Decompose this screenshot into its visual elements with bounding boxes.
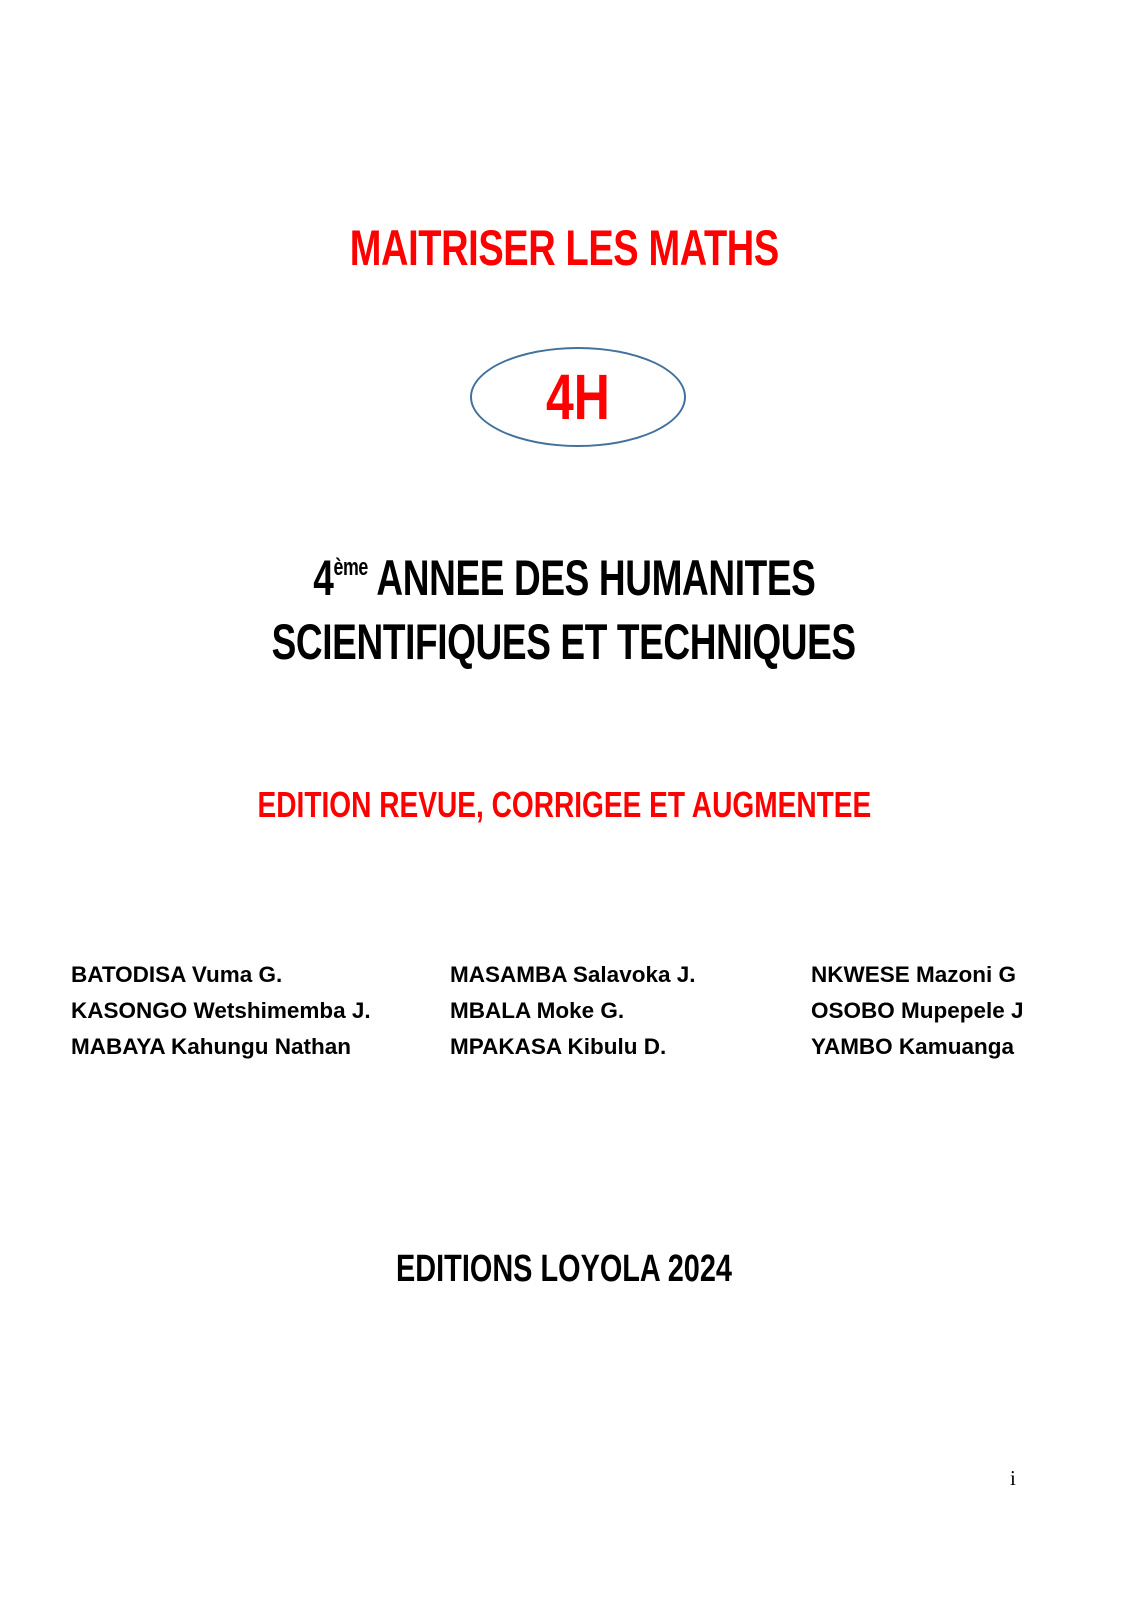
page-number: i bbox=[1010, 1466, 1016, 1490]
author-name: BATODISA Vuma G. bbox=[71, 962, 283, 987]
edition-note-text: EDITION REVUE, CORRIGEE ET AUGMENTEE bbox=[257, 784, 871, 825]
edition-note bbox=[0, 784, 1128, 826]
level-badge bbox=[470, 347, 686, 447]
subtitle-number: 4 bbox=[312, 550, 334, 606]
author-name: MBALA Moke G. bbox=[450, 998, 625, 1023]
author-name: NKWESE Mazoni G bbox=[811, 962, 1017, 987]
book-subtitle bbox=[0, 546, 1128, 674]
author-name: MPAKASA Kibulu D. bbox=[450, 1034, 667, 1059]
publisher-text: EDITIONS LOYOLA 2024 bbox=[396, 1248, 732, 1290]
publisher bbox=[0, 1246, 1128, 1292]
authors-column-1 bbox=[71, 957, 371, 1065]
author-name: KASONGO Wetshimemba J. bbox=[71, 998, 371, 1023]
subtitle-line-1 bbox=[313, 546, 815, 610]
subtitle-superscript: ème bbox=[333, 554, 368, 581]
author-name: MASAMBA Salavoka J. bbox=[450, 962, 696, 987]
authors-column-3 bbox=[811, 957, 1024, 1065]
book-title-text: MAITRISER LES MATHS bbox=[349, 220, 779, 276]
author-name: YAMBO Kamuanga bbox=[811, 1034, 1014, 1059]
book-title bbox=[0, 218, 1128, 278]
author-name: OSOBO Mupepele J bbox=[811, 998, 1024, 1023]
authors-column-2 bbox=[450, 957, 696, 1065]
subtitle-line-1-rest: ANNEE DES HUMANITES bbox=[367, 550, 816, 606]
author-name: MABAYA Kahungu Nathan bbox=[71, 1034, 352, 1059]
subtitle-line-2: SCIENTIFIQUES ET TECHNIQUES bbox=[271, 614, 857, 670]
level-badge-text: 4H bbox=[546, 361, 610, 433]
